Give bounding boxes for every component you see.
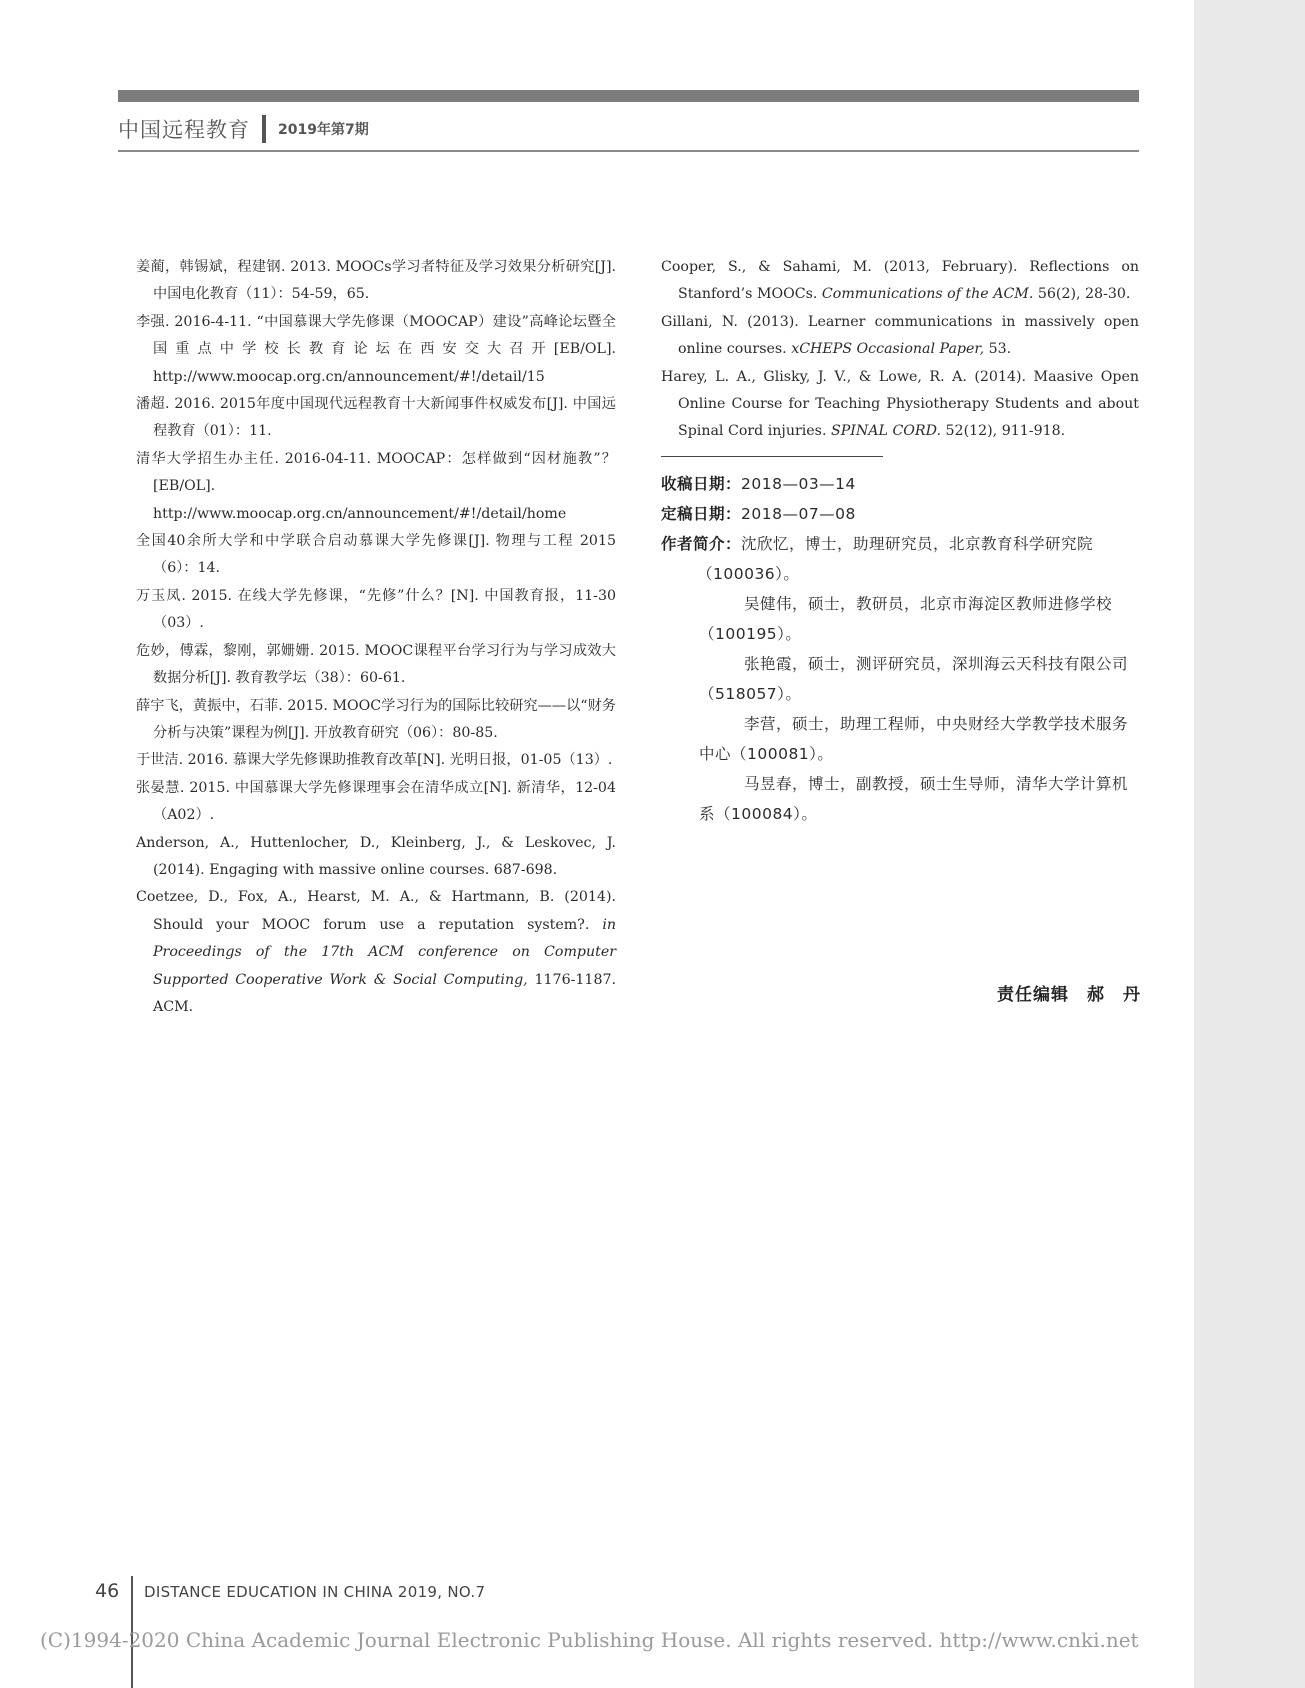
page-header <box>118 112 369 146</box>
revised-label: 定稿日期： <box>661 504 742 523</box>
received-label: 收稿日期： <box>661 474 742 493</box>
right-column <box>661 254 1139 829</box>
reference-item: 全国40余所大学和中学联合启动慕课大学先修课[J]. 物理与工程 2015（6）：14. <box>136 533 616 577</box>
reference-item: 于世洁. 2016. 慕课大学先修课助推教育改革[N]. 光明日报，01-05（13）. <box>136 752 613 769</box>
responsible-editor: 责任编辑 郝 丹 <box>997 985 1141 1005</box>
copyright-watermark: (C)1994-2020 China Academic Journal Electronic Publishing House. All rights reserved. http://www.cnki.net <box>40 1628 1139 1652</box>
author-bio <box>661 769 1139 829</box>
author-intro-row <box>661 529 1139 589</box>
reference-item <box>661 364 1139 446</box>
reference-item <box>661 309 1139 364</box>
ref-source: SPINAL CORD. <box>830 423 941 440</box>
reference-item: Anderson, A., Huttenlocher, D., Kleinberg, J., & Leskovec, J. (2014). Engaging with massive online courses. 687-698. <box>136 834 616 878</box>
ref-text: 53. <box>984 341 1012 358</box>
reference-item: 潘超. 2016. 2015年度中国现代远程教育十大新闻事件权威发布[J]. 中国远程教育（01）：11. <box>136 396 616 440</box>
article-info <box>661 469 1139 829</box>
author-bio <box>661 649 1139 709</box>
ref-text: 52(12), 911-918. <box>941 423 1066 440</box>
ref-text: Cooper, S., & Sahami, M. (2013, February). Reflections on Stanford’s MOOCs. <box>661 259 1139 303</box>
ref-source: in Proceedings of the 17th ACM conference on Computer Supported Cooperative Work & Social Computing, <box>153 916 616 988</box>
reference-item <box>136 884 616 1021</box>
ref-text: Gillani, N. (2013). Learner communications in massively open online courses. <box>661 313 1139 358</box>
ref-text: Harey, L. A., Glisky, J. V., & Lowe, R. A. (2014). Maasive Open Online Course for Teaching Physiotherapy Students and about Spinal Cord injuries. <box>661 368 1139 440</box>
reference-item: 李强. 2016-4-11. “中国慕课大学先修课（MOOCAP）建设”高峰论坛暨全国重点中学校长教育论坛在西安交大召开[EB/OL]. http://www.moocap.org.cn/announcement/#!/detail/15 <box>136 313 616 385</box>
author-bio-text: 李营，硕士，助理工程师，中央财经大学教学技术服务中心（100081）。 <box>699 714 1129 763</box>
reference-item: 清华大学招生办主任. 2016-04-11. MOOCAP：怎样做到“因材施教”？[EB/OL]. http://www.moocap.org.cn/announcement/#!/detail/home <box>136 450 616 522</box>
author-bio-text: 吴健伟，硕士，教研员，北京市海淀区教师进修学校（100195）。 <box>699 594 1113 643</box>
ref-source: Communications of the ACM. <box>821 286 1034 303</box>
header-rule <box>118 150 1139 152</box>
footer-journal-name: DISTANCE EDUCATION IN CHINA 2019, NO.7 <box>144 1583 486 1601</box>
ref-text: 56(2), 28-30. <box>1033 286 1131 303</box>
author-bio-text: 张艳霞，硕士，测评研究员，深圳海云天科技有限公司（518057）。 <box>699 654 1129 703</box>
issue-label: 2019年第7期 <box>278 122 369 138</box>
author-bio <box>661 589 1139 649</box>
reference-item: 危妙，傅霖，黎刚，郭姗姗. 2015. MOOC课程平台学习行为与学习成效大数据分析[J]. 教育教学坛（38）：60-61. <box>136 642 616 687</box>
author-label: 作者简介： <box>661 534 742 553</box>
reference-item: 万玉凤. 2015. 在线大学先修课，“先修”什么？[N]. 中国教育报，11-30（03）. <box>136 587 616 632</box>
received-date-row <box>661 469 1139 499</box>
reference-item <box>661 254 1139 309</box>
reference-item: 姜蔺，韩锡斌，程建钢. 2013. MOOCs学习者特征及学习效果分析研究[J]. 中国电化教育（11）：54-59，65. <box>136 259 616 303</box>
author-bio <box>661 709 1139 769</box>
journal-name: 中国远程教育 <box>118 118 250 142</box>
reference-item: 薛宇飞，黄振中，石菲. 2015. MOOC学习行为的国际比较研究——以“财务分析与决策”课程为例[J]. 开放教育研究（06）：80-85. <box>136 697 616 741</box>
reference-item: 张晏慧. 2015. 中国慕课大学先修课理事会在清华成立[N]. 新清华，12-04（A02）. <box>136 779 616 824</box>
side-margin-strip <box>1194 0 1305 1688</box>
section-divider <box>661 456 883 457</box>
author-bio-text: 马昱春，博士，副教授，硕士生导师，清华大学计算机系（100084）。 <box>699 774 1129 823</box>
ref-source: xCHEPS Occasional Paper, <box>791 341 985 358</box>
revised-date-row <box>661 499 1139 529</box>
author-bio-first: 沈欣忆，博士，助理研究员，北京教育科学研究院（100036）。 <box>697 534 1094 583</box>
references-left-column <box>136 254 616 1021</box>
header-top-bar <box>118 90 1139 102</box>
header-separator <box>262 115 266 143</box>
revised-value: 2018—07—08 <box>741 504 856 523</box>
received-value: 2018—03—14 <box>741 474 856 493</box>
ref-text: Coetzee, D., Fox, A., Hearst, M. A., & Hartmann, B. (2014). Should your MOOC forum use a reputation system?. <box>136 889 616 933</box>
ref-text: 1176-1187. ACM. <box>153 971 617 1015</box>
page-number: 46 <box>95 1580 120 1602</box>
